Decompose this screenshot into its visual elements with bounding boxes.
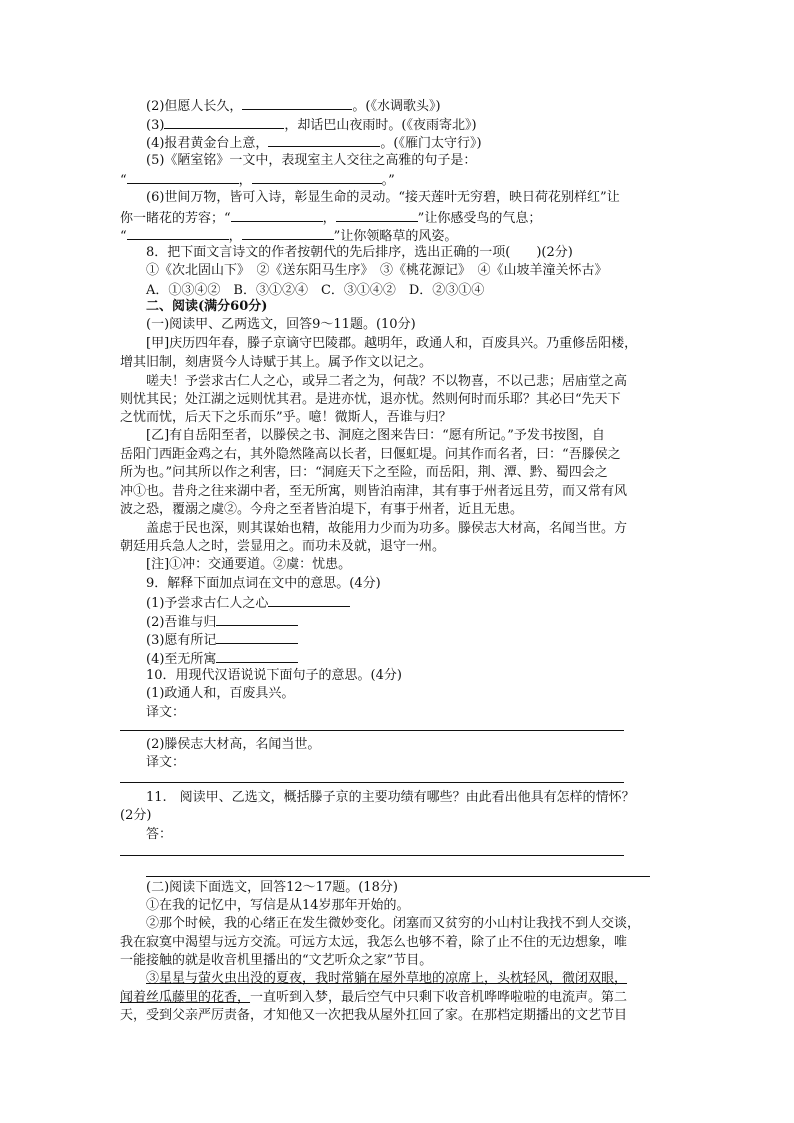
q7-item-6-line2: 你一睹花的芳容；“ ， ”让你感受鸟的气息； xyxy=(120,208,541,228)
q8-options[interactable]: A．①③④② B．③①②④ C．③①④② D．②③①④ xyxy=(146,283,485,298)
q9-item: (3)愿有所记 xyxy=(146,630,298,650)
q9-item: (4)至无所寓 xyxy=(146,649,298,669)
q10-translation-label: 译文： xyxy=(146,705,186,720)
passage-line: 一能接触的就是收音机里播出的“文艺听众之家”节目。 xyxy=(120,953,433,968)
q11-score: (2分) xyxy=(120,808,152,823)
answer-line[interactable] xyxy=(146,876,650,877)
q7-item-2: (2)但愿人长久， 。(《水调歌头》) xyxy=(146,96,441,116)
passage-line: 天，受到父亲严厉责备，才知他又一次把我从屋外扛回了家。在那档定期播出的文艺节目 xyxy=(120,1008,628,1023)
answer-blank[interactable] xyxy=(252,170,382,184)
text-yi-line: 波之恐，覆溺之虞②。今舟之至者皆泊堤下，有事于州者，近且无患。 xyxy=(120,502,524,517)
answer-blank[interactable] xyxy=(268,133,380,147)
answer-blank[interactable] xyxy=(242,226,334,240)
answer-line[interactable] xyxy=(120,782,624,783)
answer-blank[interactable] xyxy=(216,649,298,663)
q10-translation-label: 译文： xyxy=(146,755,186,770)
passage-line: 闻着丝瓜藤里的花香，一直听到入梦，最后空气中只剩下收音机哗哗啦啦的电流声。第二 xyxy=(120,990,628,1005)
q7-item-4: (4)报君黄金台上意， 。(《雁门太守行》) xyxy=(146,133,482,153)
q9-stem: 9．解释下面加点词在文中的意思。(4分) xyxy=(146,576,381,591)
text-yi-line: 岳阳门西距金鸡之右，其外隐然隆高以长者，曰偃虹堤。问其作而名者，曰：“吾滕侯之 xyxy=(120,447,621,462)
text-yi-line: 盖虑于民也深，则其谋始也精，故能用力少而为功多。滕侯志大材高，名闻当世。方 xyxy=(146,521,628,536)
passage-paragraph-1: ①在我的记忆中，写信是从14岁那年开始的。 xyxy=(146,898,410,913)
answer-blank[interactable] xyxy=(336,208,418,222)
text-jia-line: 之忧而忧，后天下之乐而乐”乎。噫！微斯人，吾谁与归？ xyxy=(120,410,452,425)
text-jia-line: 嗟夫！予尝求古仁人之心，或异二者之为，何哉？不以物喜，不以己悲；居庙堂之高 xyxy=(146,374,628,389)
q10-sentence-2: (2)滕侯志大材高，名闻当世。 xyxy=(146,737,321,752)
q7-item-3: (3) ，却话巴山夜雨时。(《夜雨寄北》) xyxy=(146,115,477,135)
answer-line[interactable] xyxy=(120,730,624,731)
answer-blank[interactable] xyxy=(127,170,239,184)
text-jia-line: 增其旧制，刻唐贤今人诗赋于其上。属予作文以记之。 xyxy=(120,355,433,370)
q10-sentence-1: (1)政通人和，百废具兴。 xyxy=(146,686,295,701)
answer-blank[interactable] xyxy=(164,115,284,129)
answer-blank[interactable] xyxy=(268,593,350,607)
answer-blank[interactable] xyxy=(127,226,229,240)
answer-blank[interactable] xyxy=(216,630,298,644)
q7-item-5-answer: “ ， 。” xyxy=(120,170,395,190)
answer-line[interactable] xyxy=(120,855,624,856)
q9-item: (2)吾谁与归 xyxy=(146,612,298,632)
q8-items: ①《次北固山下》 ②《送东阳马生序》 ③《桃花源记》 ④《山坡羊潼关怀古》 xyxy=(146,263,608,278)
answer-blank[interactable] xyxy=(242,96,352,110)
text-jia-line: [甲]庆历四年春，滕子京谪守巴陵郡。越明年，政通人和，百废具兴。乃重修岳阳楼， xyxy=(146,336,638,351)
q8-stem: 8．把下面文言诗文的作者按朝代的先后排序，选出正确的一项( )(2分) xyxy=(146,245,573,260)
annotation: [注]①冲：交通要道。②虞：忧患。 xyxy=(146,557,352,572)
part2-title: (二)阅读下面选文，回答12～17题。(18分) xyxy=(146,880,398,895)
text-jia-line: 则忧其民；处江湖之远则忧其君。是进亦忧，退亦忧。然则何时而乐耶？其必曰“先天下 xyxy=(120,392,621,407)
q10-stem: 10．用现代汉语说说下面句子的意思。(4分) xyxy=(146,668,402,683)
part1-title: (一)阅读甲、乙两选文，回答9～11题。(10分) xyxy=(146,317,416,332)
text-yi-line: [乙]有自岳阳至者，以滕侯之书、洞庭之图来告曰：“愿有所记。”予发书按图，自 xyxy=(146,428,605,443)
q7-item-6-line1: (6)世间万物，皆可入诗，彰显生命的灵动。“接天莲叶无穷碧，映日荷花别样红”让 xyxy=(146,190,620,205)
q11-stem: 11. 阅读甲、乙选文，概括滕子京的主要功绩有哪些？由此看出他具有怎样的情怀？ xyxy=(146,790,635,805)
passage-line: ②那个时候，我的心绪正在发生微妙变化。闭塞而又贫穷的小山村让我找不到人交谈， xyxy=(146,916,641,931)
text-yi-line: 朝廷用兵急人之时，尝显用之。而功未及就，退守一州。 xyxy=(120,539,446,554)
answer-blank[interactable] xyxy=(231,208,323,222)
text-yi-line: 所为也。”问其所以作之利害，曰：“洞庭天下之至险，而岳阳，荆、潭、黔、蜀四会之 xyxy=(120,465,608,480)
q7-item-6-line3: “ ， ”让你领略草的风姿。 xyxy=(120,226,457,246)
q11-answer-label: 答： xyxy=(146,827,173,842)
q9-item: (1)予尝求古仁人之心 xyxy=(146,593,350,613)
q7-item-5: (5)《陋室铭》一文中，表现室主人交往之高雅的句子是： xyxy=(146,153,477,168)
text-yi-line: 冲①也。昔舟之往来湖中者，至无所寓，则皆泊南津，其有事于州者远且劳，而又常有风 xyxy=(120,484,628,499)
passage-line: 我在寂寞中渴望与远方交流。可远方太远，我怎么也够不着，除了止不住的无边想象，唯 xyxy=(120,935,628,950)
passage-line-underlined: ③星星与萤火虫出没的夏夜，我时常躺在屋外草地的凉席上，头枕轻风，微闭双眼， xyxy=(146,971,628,986)
answer-blank[interactable] xyxy=(216,612,298,626)
section-title: 二、阅读(满分60分) xyxy=(146,299,268,314)
